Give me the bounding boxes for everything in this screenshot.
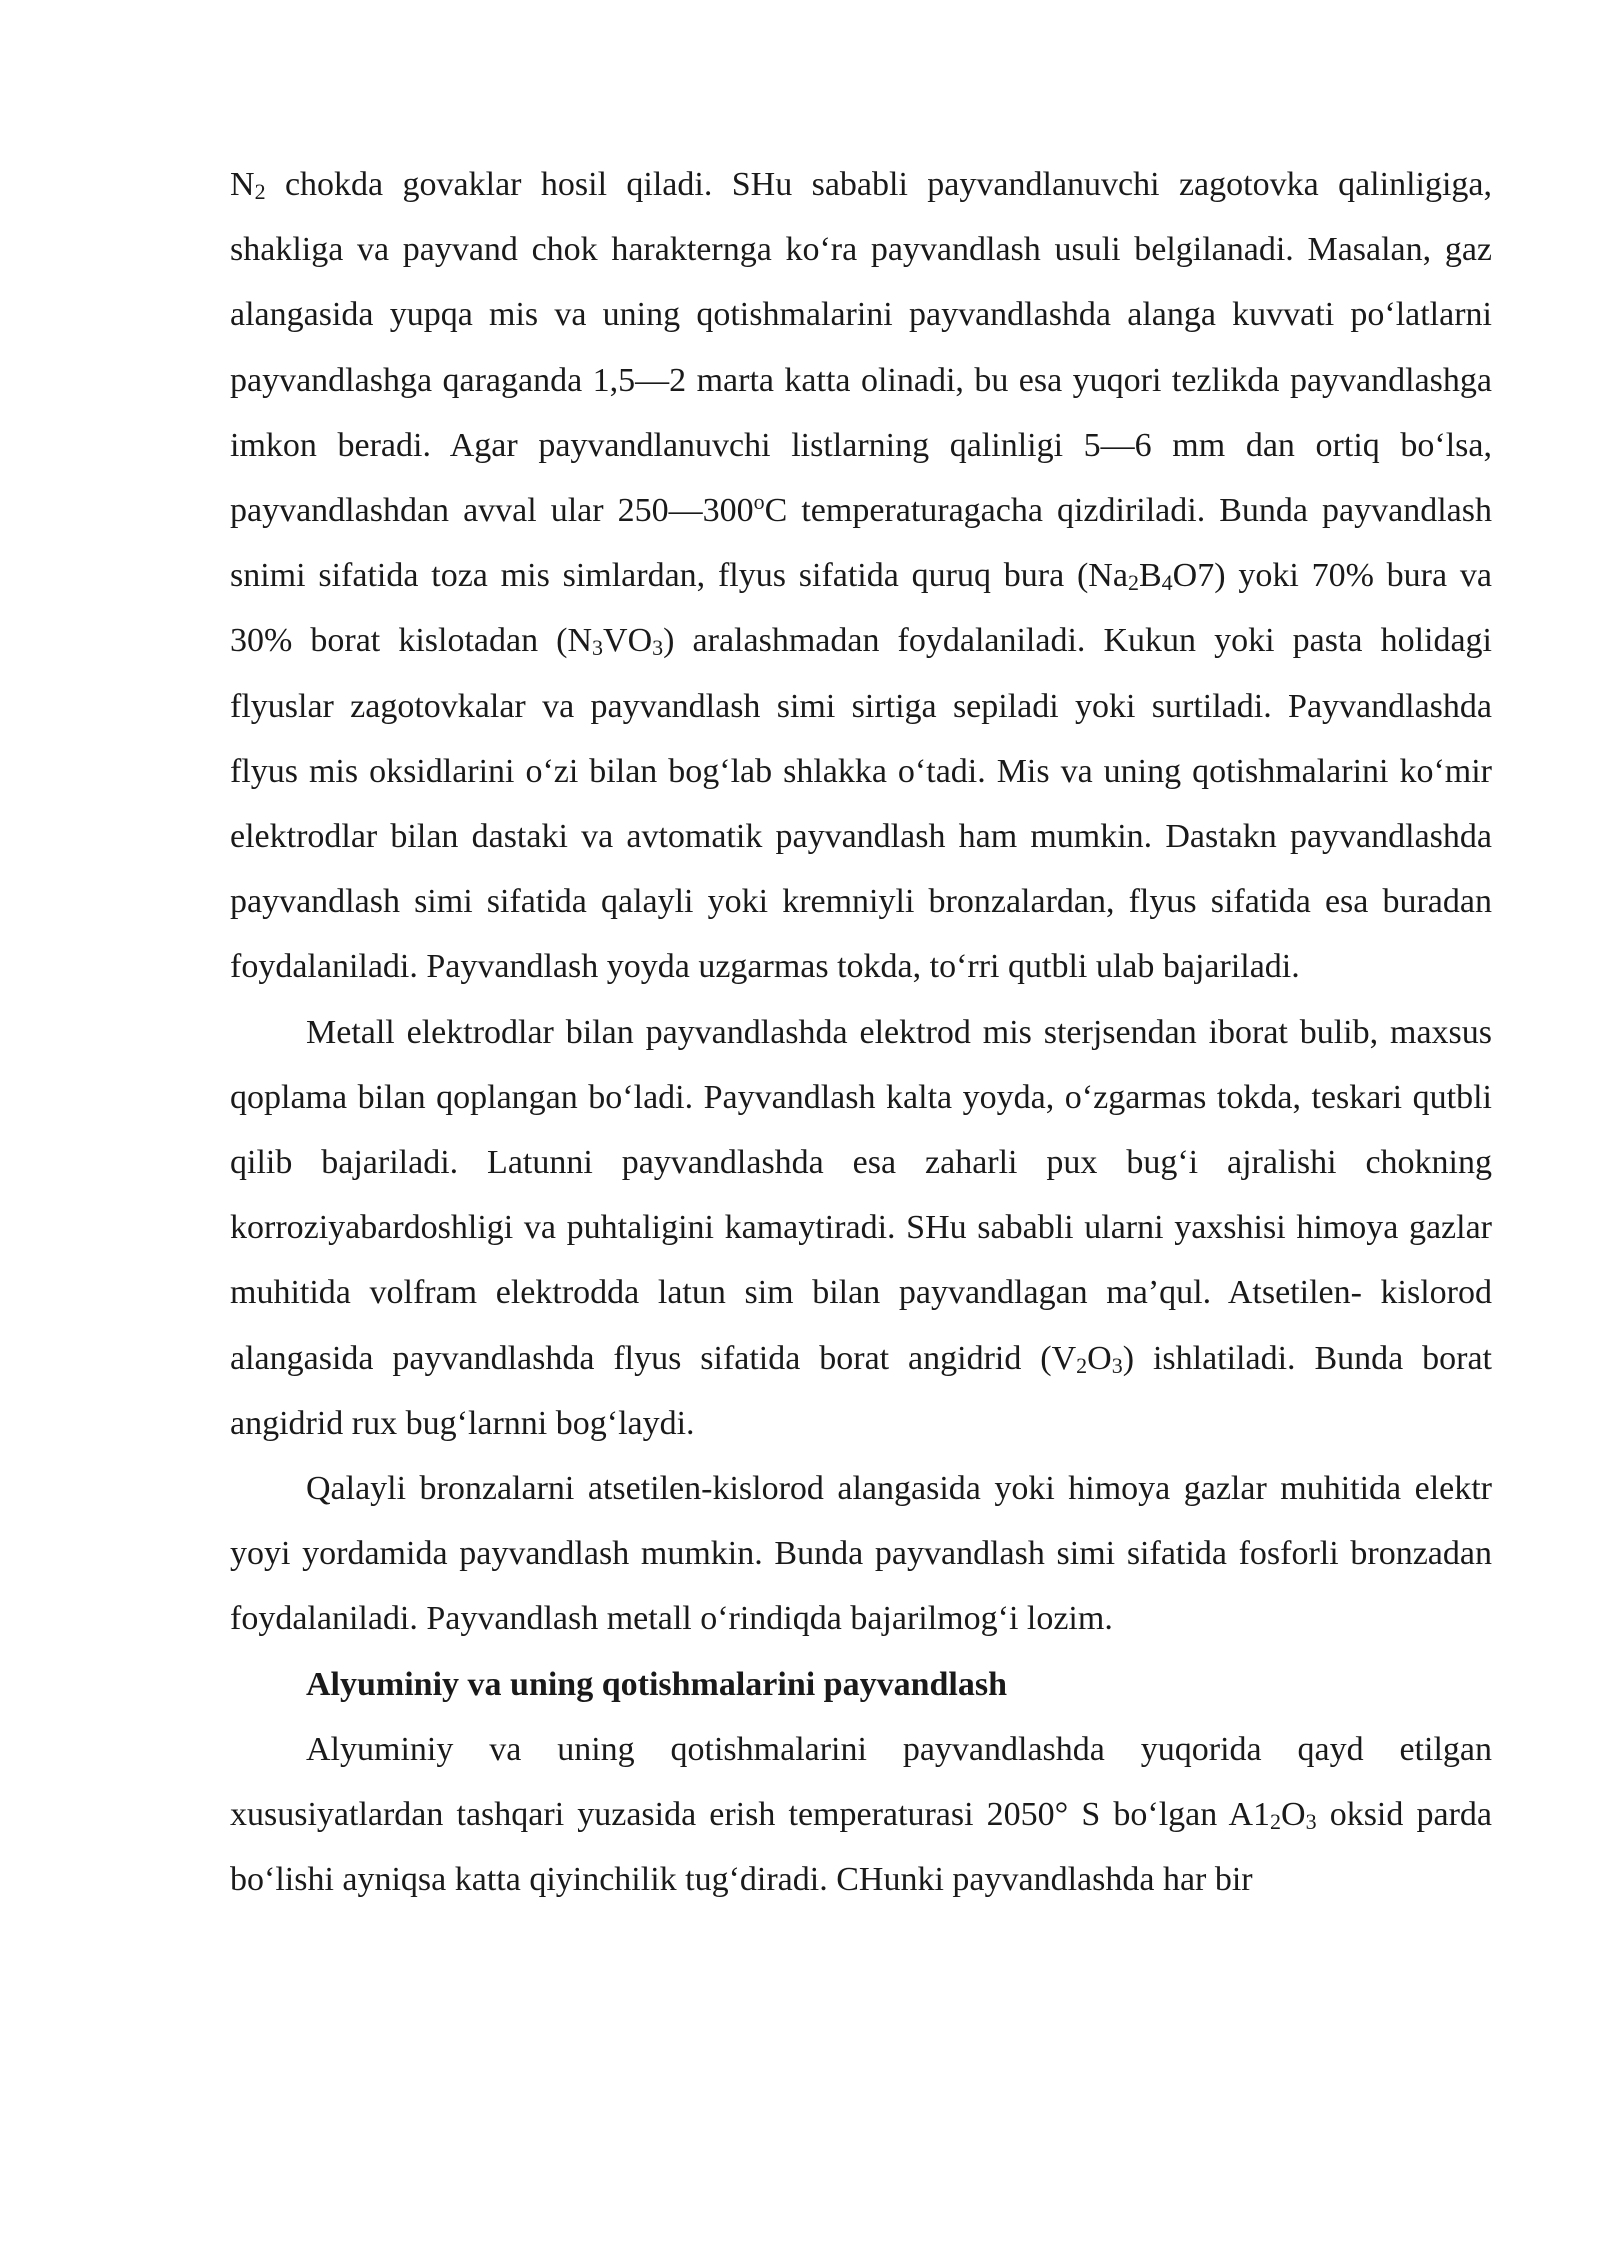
subscript: 3 xyxy=(652,635,664,661)
subscript: 2 xyxy=(1127,570,1139,596)
subscript: 3 xyxy=(1111,1352,1123,1378)
text-run: B xyxy=(1138,557,1162,595)
paragraph-metal-electrodes xyxy=(230,1000,1492,1456)
text-run: O xyxy=(1087,1339,1112,1377)
subscript: 2 xyxy=(254,179,266,204)
text-run: ) ishlatiladi. Bunda borat angidrid rux bug‘larnni bog‘laydi. xyxy=(230,1339,1492,1442)
text-run: Alyuminiy va uning qotishmalarini payvandlashda yuqorida qayd etilgan xususiyatlardan tashqari yuzasida erish temperaturasi 2050° S bo‘lgan A1 xyxy=(230,1730,1492,1834)
subscript: 4 xyxy=(1161,570,1173,596)
text-run: O xyxy=(1281,1796,1306,1834)
text-run: N xyxy=(230,166,255,203)
paragraph-tin-bronze xyxy=(230,1456,1492,1652)
text-run: Qalayli bronzalarni atsetilen-kislorod alangasida yoki himoya gazlar muhitida elektr yoyi yordamida payvandlash mumkin. Bunda payvandlash simi sifatida fosforli bronzadan foydalaniladi. Payvandlash metall o‘rindiqda bajarilmog‘i lozim. xyxy=(230,1470,1492,1638)
paragraph-aluminium-welding xyxy=(230,1717,1492,1913)
text-run: ) aralashmadan foydalaniladi. Kukun yoki pasta holidagi flyuslar zagotovkalar va payvandlash simi sirtiga sepiladi yoki surtiladi. Payvandlashda flyus mis oksidlarini o‘zi bilan bog‘lab shlakka o‘tadi. Mis va uning qotishmalarini ko‘mir elektrodlar bilan dastaki va avtomatik payvandlash ham mumkin. Dastakn payvandlashda payvandlash simi sifatida qalayli yoki kremniyli bronzalardan, flyus sifatida esa buradan foydalaniladi. Payvandlash yoyda uzgarmas tokda, to‘rri qutbli ulab bajariladi. xyxy=(230,622,1492,986)
text-run: VO xyxy=(603,622,653,660)
text-run: C temperaturagacha qizdiriladi. Bunda payvandlash snimi sifatida toza mis simlardan, flyus sifatida quruq bura (Na xyxy=(230,492,1492,595)
subscript: 2 xyxy=(1076,1352,1088,1378)
text-run: Metall elektrodlar bilan payvandlashda elektrod mis sterjsendan iborat bulib, maxsus qoplama bilan qoplangan bo‘ladi. Payvandlash kalta yoyda, o‘zgarmas tokda, teskari qutbli qilib bajariladi. Latunni payvandlashda esa zaharli pux bug‘i ajralishi chokning korroziyabardoshligi va puhtaligini kamaytiradi. SHu sababli ularni yaxshisi himoya gazlar muhitida volfram elektrodda latun sim bilan payvandlagan ma’qul. Atsetilen- kislorod alangasida payvandlashda flyus sifatida borat angidrid (V xyxy=(230,1013,1492,1377)
paragraph-copper-welding xyxy=(230,152,1492,1000)
text-run: O7) yoki 70% bura va 30% borat kislotadan (N xyxy=(230,557,1492,660)
superscript: o xyxy=(753,489,765,515)
document-page xyxy=(230,152,1492,1912)
subscript: 3 xyxy=(1305,1809,1317,1835)
subscript: 3 xyxy=(592,635,604,661)
text-run: chokda govaklar hosil qiladi. SHu sababli payvandlanuvchi zagotovka qalinligiga, shakliga va payvand chok harakternga ko‘ra payvandlash usuli belgilanadi. Masalan, gaz alangasida yupqa mis va uning qotishmalarini payvandlashda alanga kuvvati po‘latlarni payvandlashga qaraganda 1,5—2 marta katta olinadi, bu esa yuqori tezlikda payvandlashga imkon beradi. Agar payvandlanuvchi listlarning qalinligi 5—6 mm dan ortiq bo‘lsa, payvandlashdan avval ular 250—300 xyxy=(230,166,1492,530)
subscript: 2 xyxy=(1270,1809,1282,1835)
section-heading: Alyuminiy va uning qotishmalarini payvandlash xyxy=(306,1665,1008,1703)
text-run: oksid parda bo‘lishi ayniqsa katta qiyinchilik tug‘diradi. CHunki payvandlashda har bir xyxy=(230,1796,1492,1899)
